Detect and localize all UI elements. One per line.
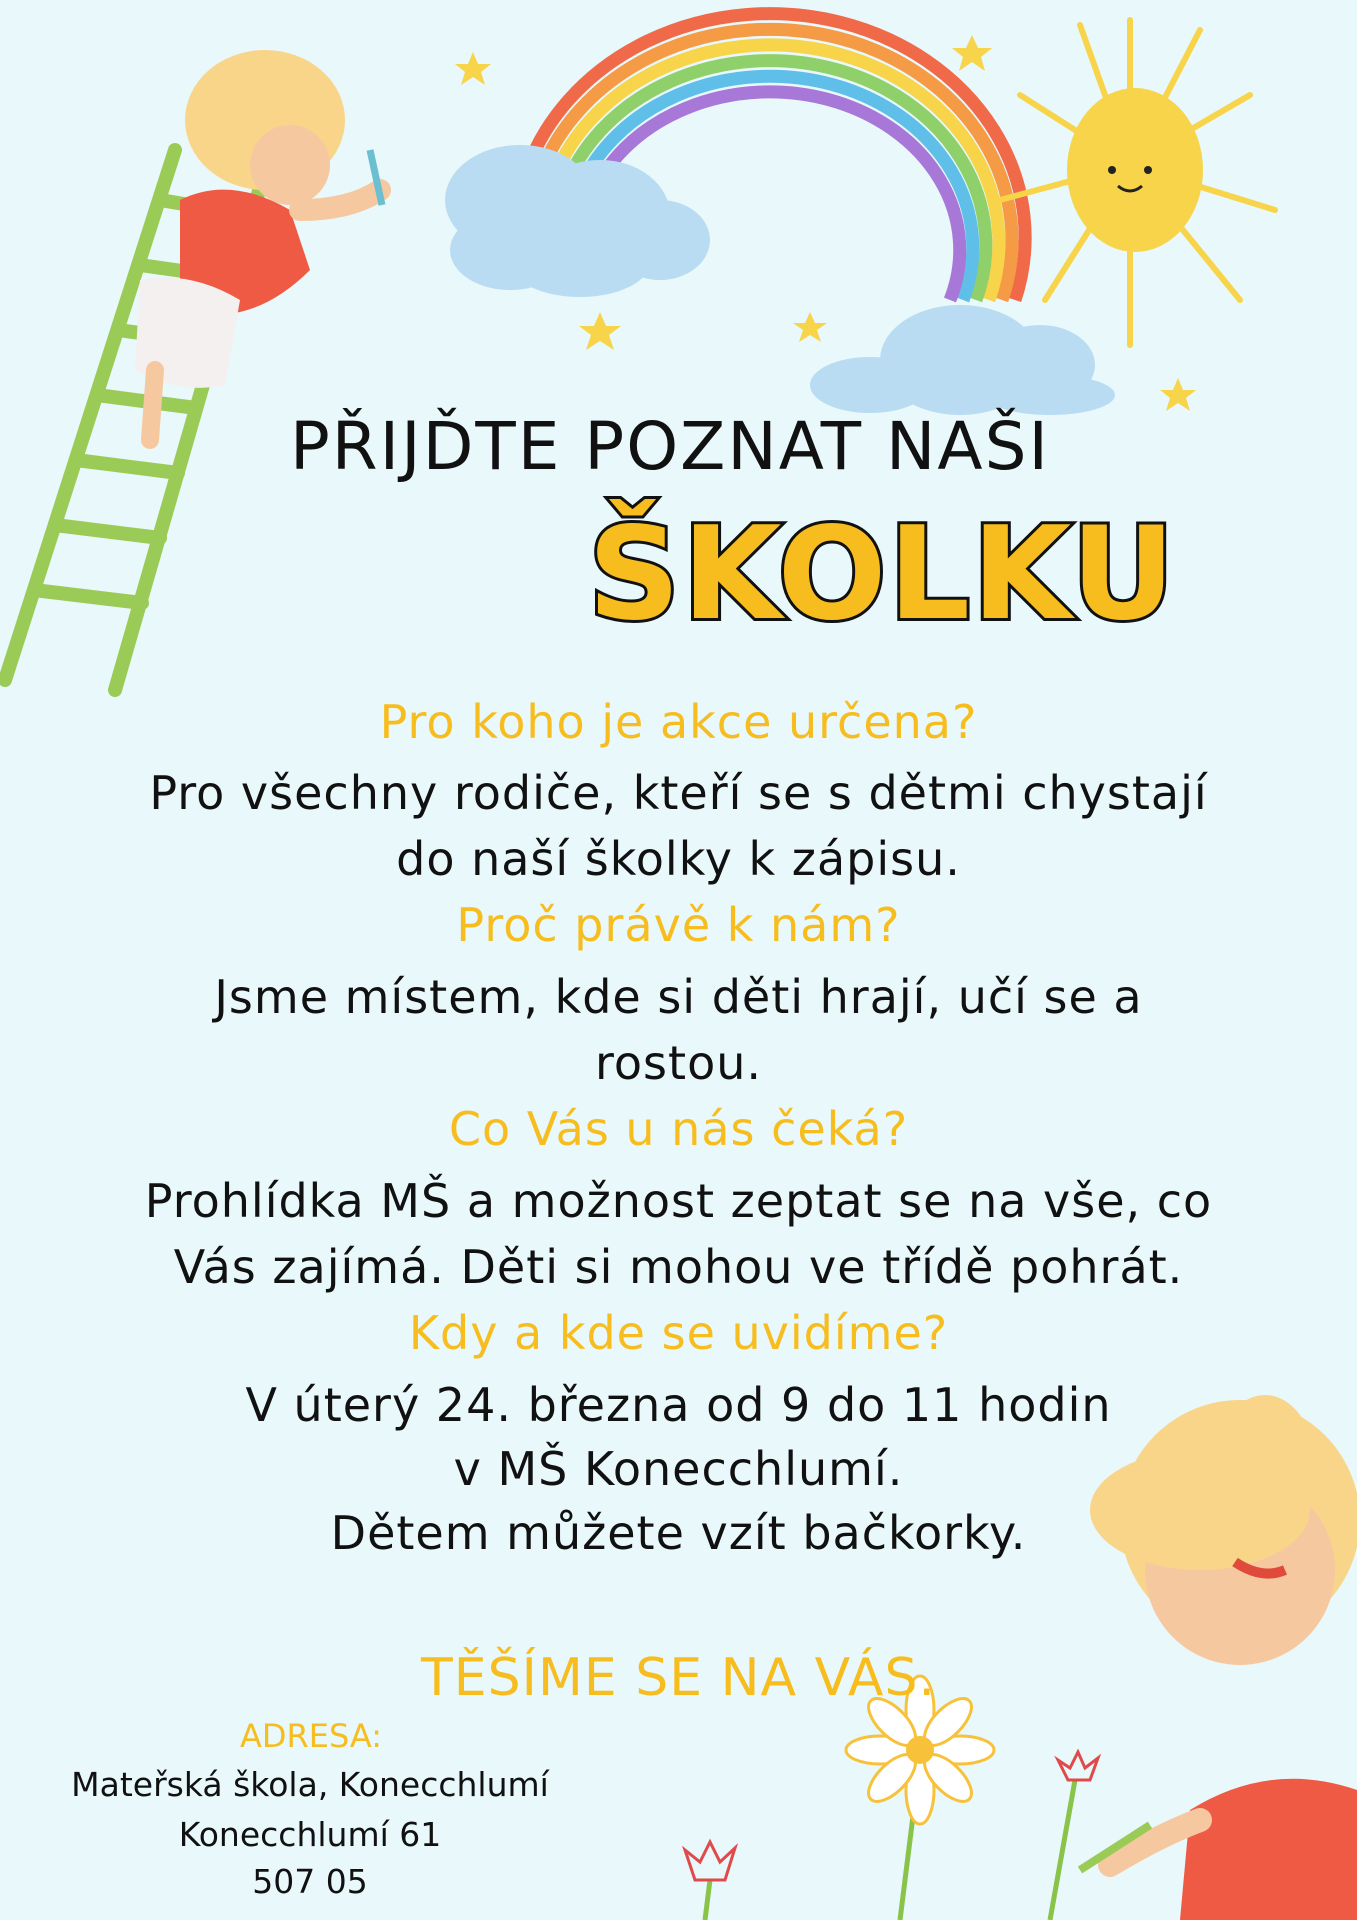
- section-answer-line: V úterý 24. března od 9 do 11 hodin: [245, 1378, 1112, 1432]
- section-answer-line: Jsme místem, kde si děti hrají, učí se a: [214, 970, 1143, 1024]
- section-answer-line: do naší školky k zápisu.: [396, 832, 961, 886]
- section-answer-line: Prohlídka MŠ a možnost zeptat se na vše, co: [144, 1174, 1213, 1228]
- section-question: Kdy a kde se uvidíme?: [408, 1306, 949, 1360]
- section-answer-line: Vás zajímá. Děti si mohou ve třídě pohrát.: [173, 1240, 1184, 1294]
- cloud-illustration: [445, 145, 710, 297]
- cloud-illustration: [810, 305, 1115, 415]
- page-title: PŘIJĎTE POZNAT NAŠI: [290, 408, 1050, 485]
- address-line: 507 05: [252, 1862, 368, 1901]
- sun-illustration: [1000, 20, 1275, 345]
- page-title-highlight: ŠKOLKU: [588, 500, 1177, 649]
- section-answer-line: v MŠ Konecchlumí.: [453, 1442, 904, 1496]
- section-question: Co Vás u nás čeká?: [448, 1102, 909, 1156]
- section-answer-line: Pro všechny rodiče, kteří se s dětmi chystají: [149, 766, 1208, 820]
- address-line: Konecchlumí 61: [178, 1815, 442, 1854]
- boy-illustration: [135, 50, 382, 440]
- flowers-illustration: [685, 1676, 1098, 1920]
- section-question: Pro koho je akce určena?: [379, 695, 978, 749]
- closing-text: TĚŠÍME SE NA VÁS.: [421, 1648, 936, 1708]
- address-label: ADRESA:: [240, 1717, 382, 1755]
- address-line: Mateřská škola, Konecchlumí: [71, 1765, 549, 1804]
- section-answer-line: rostou.: [595, 1036, 762, 1090]
- section-question: Proč právě k nám?: [456, 898, 901, 952]
- section-answer-line: Dětem můžete vzít bačkorky.: [330, 1506, 1027, 1560]
